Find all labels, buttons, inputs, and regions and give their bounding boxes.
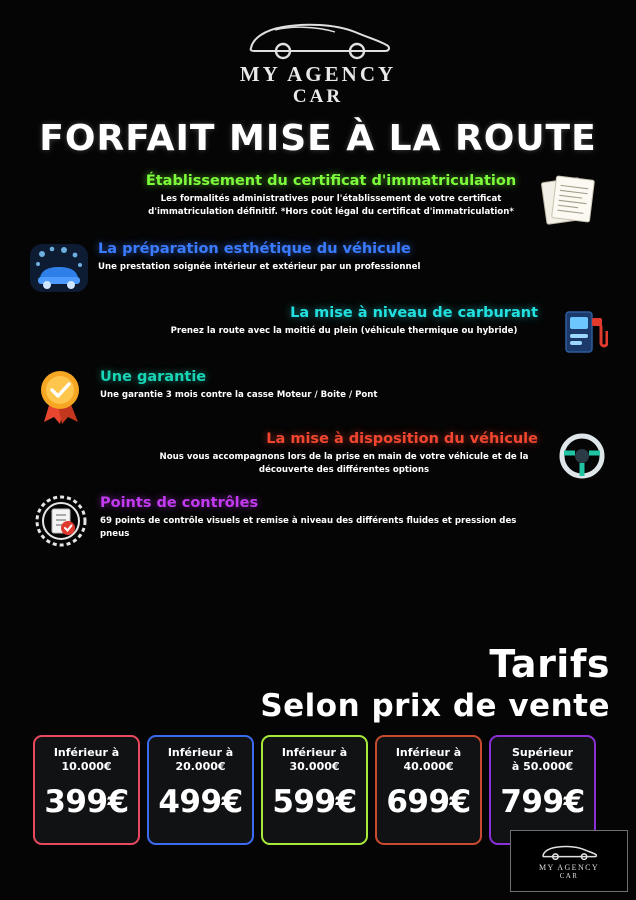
checklist-gear-icon [34, 494, 88, 548]
brand-subname: CAR [292, 86, 344, 107]
tarifs-line2: Selon prix de vente [260, 688, 610, 724]
award-rosette-icon [34, 368, 86, 424]
price-label-line2: 30.000€ [289, 759, 340, 773]
price-label-line1: Supérieur [512, 746, 573, 759]
price-cards [33, 735, 596, 845]
price-label-line1: Inférieur à [395, 746, 462, 759]
footer-brand-badge [510, 830, 628, 892]
fuel-pump-icon [562, 306, 608, 356]
footer-brand-name: MY AGENCY [538, 862, 600, 872]
page-title: FORFAIT MISE À LA ROUTE [39, 118, 597, 159]
price-card[interactable] [489, 735, 596, 845]
feature-body: Nous vous accompagnons lors de la prise en main de votre véhicule et de la découverte des différentes options [159, 452, 529, 475]
sports-car-silhouette-icon [243, 18, 393, 60]
document-papers-icon [538, 174, 600, 226]
brand-name: MY AGENCY [239, 62, 397, 86]
brand-logo [0, 18, 636, 108]
car-wash-icon [28, 240, 90, 296]
feature-row-garantie [0, 368, 636, 424]
price-label-line2: à 50.000€ [511, 759, 574, 773]
footer-brand-subname: CAR [559, 871, 579, 880]
steering-wheel-icon [556, 432, 608, 484]
feature-body: Prenez la route avec la moitié du plein (véhicule thermique ou hybride) [170, 326, 518, 337]
price-value: 399€ [44, 783, 129, 820]
feature-heading: La préparation esthétique du véhicule [98, 241, 411, 257]
feature-row-certificat [0, 172, 636, 234]
price-card[interactable] [375, 735, 482, 845]
price-label-line1: Inférieur à [281, 746, 348, 759]
price-label-line2: 10.000€ [61, 759, 112, 773]
feature-body: Une garantie 3 mois contre la casse Moteur / Boite / Pont [100, 390, 378, 401]
price-value: 599€ [272, 783, 357, 820]
price-value: 499€ [158, 783, 243, 820]
feature-row-disposition [0, 430, 636, 488]
feature-heading: Une garantie [100, 369, 207, 385]
feature-row-preparation [0, 240, 636, 298]
feature-row-carburant [0, 304, 636, 362]
price-label-line2: 20.000€ [175, 759, 226, 773]
price-card[interactable] [147, 735, 254, 845]
price-label-line2: 40.000€ [403, 759, 454, 773]
price-label-line1: Inférieur à [53, 746, 120, 759]
sports-car-silhouette-icon [540, 843, 598, 861]
features-list [0, 172, 636, 556]
feature-body: Les formalités administratives pour l'établissement de votre certificat d'immatriculation définitif. *Hors coût légal du certificat d'immatriculation* [148, 194, 514, 217]
feature-row-controles [0, 494, 636, 550]
feature-heading: La mise à niveau de carburant [290, 305, 538, 321]
feature-heading: Établissement du certificat d'immatriculation [145, 173, 517, 189]
price-label-line1: Inférieur à [167, 746, 234, 759]
feature-heading: Points de contrôles [100, 495, 259, 511]
feature-body: 69 points de contrôle visuels et remise à niveau des différents fluides et pression des pneus [100, 516, 517, 539]
price-value: 799€ [500, 783, 585, 820]
price-card[interactable] [33, 735, 140, 845]
price-card[interactable] [261, 735, 368, 845]
tarifs-heading [260, 642, 610, 724]
feature-body: Une prestation soignée intérieur et extérieur par un professionnel [98, 262, 421, 273]
feature-heading: La mise à disposition du véhicule [266, 431, 538, 447]
price-value: 699€ [386, 783, 471, 820]
tarifs-line1: Tarifs [489, 642, 610, 686]
